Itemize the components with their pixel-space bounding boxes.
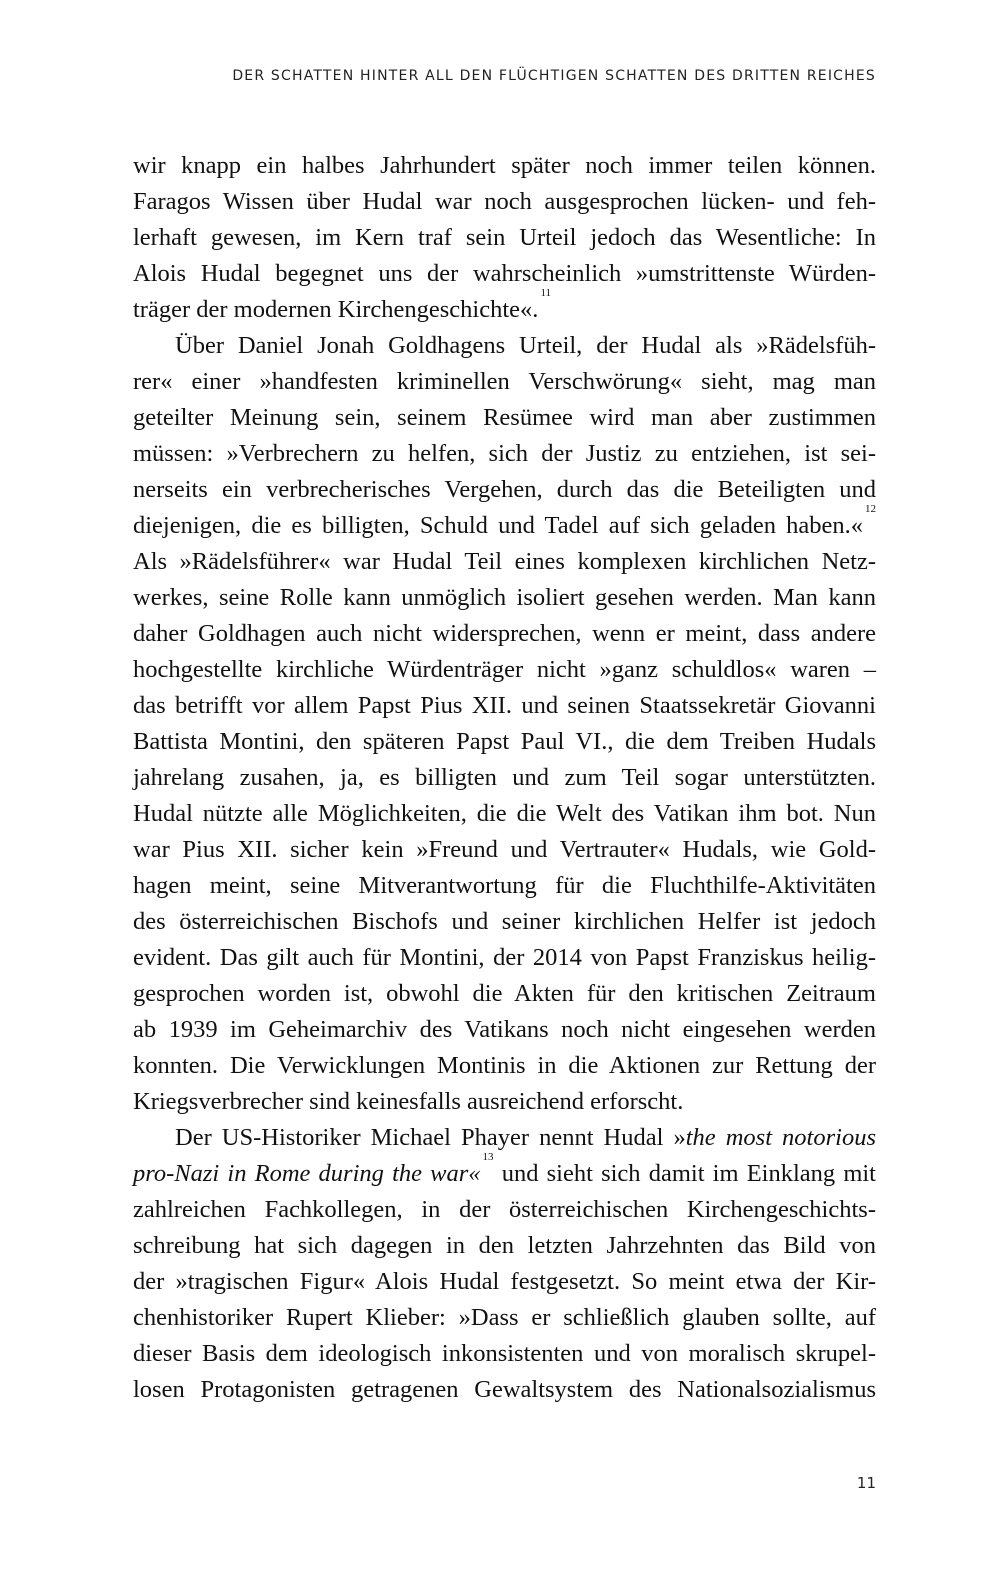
page-number: 11 xyxy=(856,1474,876,1492)
footnote-marker: 11 xyxy=(540,287,552,299)
text-line: hagen meint, seine Mitverantwortung für die Fluchthilfe-Aktivitäten xyxy=(133,872,876,899)
body-text xyxy=(133,148,876,1408)
text-line: pro-Nazi in Rome during the war«$^{13}$ und sieht sich damit im Einklang mit xyxy=(133,1151,876,1187)
text-line: Kriegsverbrecher sind keinesfalls ausreichend erforscht. xyxy=(133,1088,684,1115)
text-line: dieser Basis dem ideologisch inkonsistenten und von moralisch skrupel- xyxy=(133,1340,876,1367)
text-line: hochgestellte kirchliche Würdenträger nicht »ganz schuldlos« waren – xyxy=(133,656,876,683)
text-line: ab 1939 im Geheimarchiv des Vatikans noch nicht eingesehen werden xyxy=(133,1016,876,1043)
text-line: werkes, seine Rolle kann unmöglich isoliert gesehen werden. Man kann xyxy=(133,584,876,611)
text-line: nerseits ein verbrecherisches Vergehen, durch das die Beteiligten und xyxy=(133,476,876,503)
text-line: Faragos Wissen über Hudal war noch ausgesprochen lücken- und feh- xyxy=(133,188,876,215)
footnote-marker: 13 xyxy=(482,1151,494,1163)
text-line: chenhistoriker Rupert Klieber: »Dass er schließlich glauben sollte, auf xyxy=(133,1304,876,1331)
text-line: jahrelang zusahen, ja, es billigten und zum Teil sogar unterstützten. xyxy=(133,764,876,791)
text-line: zahlreichen Fachkollegen, in der österreichischen Kirchengeschichts- xyxy=(133,1196,876,1223)
text-line: diejenigen, die es billigten, Schuld und Tadel auf sich geladen haben.«$^{12}$ xyxy=(133,503,876,539)
text-line: gesprochen worden ist, obwohl die Akten für den kritischen Zeitraum xyxy=(133,980,876,1007)
text-line: träger der modernen Kirchengeschichte«.$^{11}$ xyxy=(133,287,552,323)
text-line: konnten. Die Verwicklungen Montinis in die Aktionen zur Rettung der xyxy=(133,1052,876,1079)
text-line: war Pius XII. sicher kein »Freund und Vertrauter« Hudals, wie Gold- xyxy=(133,836,876,863)
text-line: lerhaft gewesen, im Kern traf sein Urteil jedoch das Wesentliche: In xyxy=(133,224,876,251)
text-line: Hudal nützte alle Möglichkeiten, die die Welt des Vatikan ihm bot. Nun xyxy=(133,800,876,827)
text-line: wir knapp ein halbes Jahrhundert später noch immer teilen können. xyxy=(133,152,876,179)
text-line: müssen: »Verbrechern zu helfen, sich der Justiz zu entziehen, ist sei- xyxy=(133,440,876,467)
text-line: Als »Rädelsführer« war Hudal Teil eines komplexen kirchlichen Netz- xyxy=(133,548,876,575)
text-line: Battista Montini, den späteren Papst Paul VI., die dem Treiben Hudals xyxy=(133,728,876,755)
text-line: daher Goldhagen auch nicht widersprechen, wenn er meint, dass andere xyxy=(133,620,876,647)
text-line: Über Daniel Jonah Goldhagens Urteil, der Hudal als »Rädelsfüh- xyxy=(175,332,876,359)
text-line: geteilter Meinung sein, seinem Resümee wird man aber zustimmen xyxy=(133,404,876,431)
text-line: Alois Hudal begegnet uns der wahrscheinlich »umstrittenste Würden- xyxy=(133,260,876,287)
text-line: evident. Das gilt auch für Montini, der 2014 von Papst Franziskus heilig- xyxy=(133,944,876,971)
text-line: das betrifft vor allem Papst Pius XII. und seinen Staatssekretär Giovanni xyxy=(133,692,876,719)
text-line: des österreichischen Bischofs und seiner kirchlichen Helfer ist jedoch xyxy=(133,908,876,935)
text-line: der »tragischen Figur« Alois Hudal festgesetzt. So meint etwa der Kir- xyxy=(133,1268,876,1295)
text-line: schreibung hat sich dagegen in den letzten Jahrzehnten das Bild von xyxy=(133,1232,876,1259)
text-line: losen Protagonisten getragenen Gewaltsystem des Nationalsozialismus xyxy=(133,1376,876,1403)
running-head: DER SCHATTEN HINTER ALL DEN FLÜCHTIGEN SCHATTEN DES DRITTEN REICHES xyxy=(232,68,876,84)
text-line: rer« einer »handfesten kriminellen Verschwörung« sieht, mag man xyxy=(133,368,876,395)
text-line: Der US-Historiker Michael Phayer nennt Hudal »the most notorious xyxy=(175,1124,876,1151)
footnote-marker: 12 xyxy=(865,503,876,515)
